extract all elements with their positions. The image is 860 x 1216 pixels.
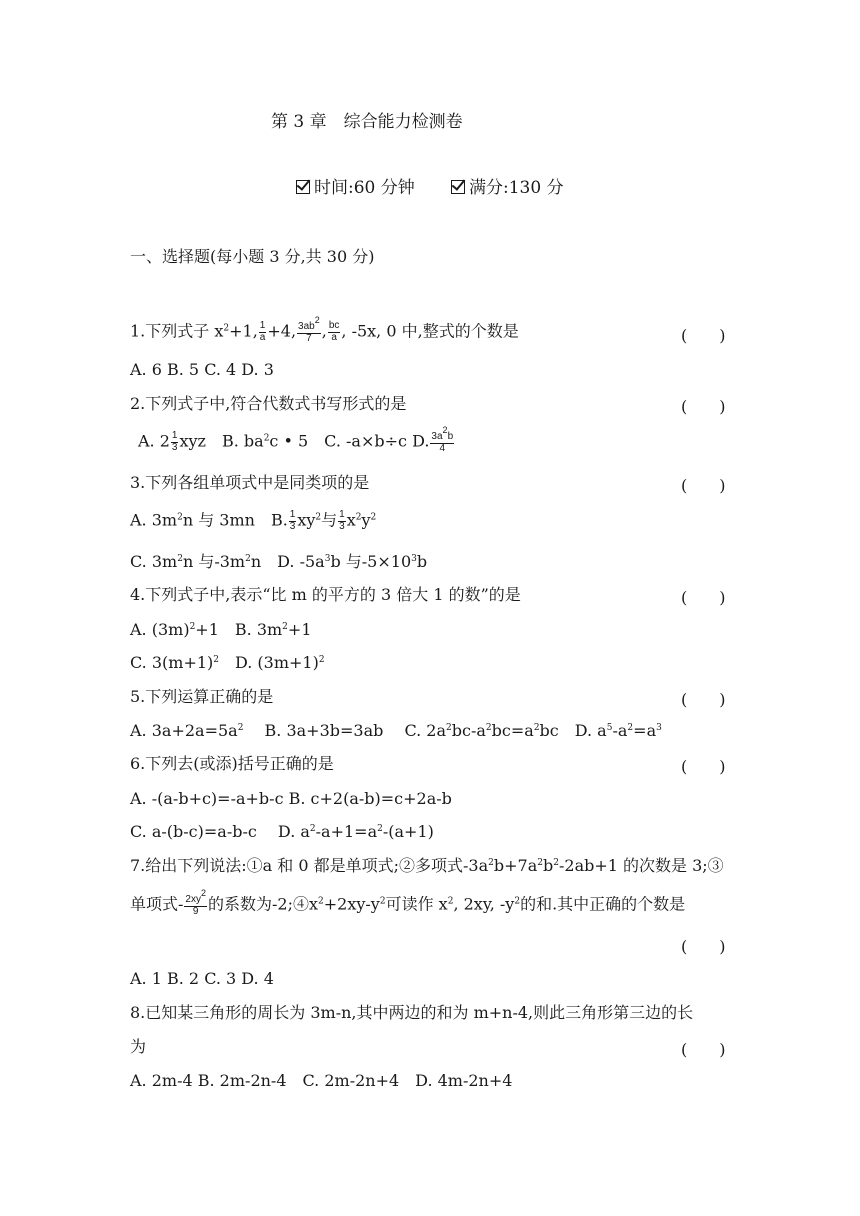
score-label: 满分:130 分 [469,178,564,198]
fraction: $\frac{2xy^2}{9}$ [185,888,206,917]
fraction: $\frac{3a^2b}{4}$ [431,425,454,454]
fraction: $\frac{3ab^2}{7}$ [298,315,320,344]
question-6-options-row-2: C. a-(b-c)=a-b-c D. $a^2-a+1=a^2-(a+1)$ [130,822,434,841]
question-8-line-2: 为 [130,1037,147,1056]
checkbox-icon [296,180,310,194]
question-6-options-row-1: A. -(a-b+c)=-a+b-c B. c+2(a-b)=c+2a-b [130,789,452,808]
question-5-stem: 5.下列运算正确的是 [130,687,274,706]
question-3-options-row-2: C. $3m^2n$ 与$-3m^2n$ D. $-5a^3b$ 与$-5\times 10^3b$ [130,552,428,571]
page-title: 第 3 章 综合能力检测卷 [271,112,463,132]
fraction: $\frac{1}{3}$ [289,509,296,532]
answer-bracket: ( ) [681,476,726,495]
question-2-options: A. 2 $\frac{1}{3}$ xyz B. $ba^2c$ • 5 C. -a×b÷c D. $\frac{3a^2b}{4}$ [138,425,454,454]
question-7-options: A. 1 B. 2 C. 3 D. 4 [130,969,274,988]
question-3-options-row-1: A. $3m^2n$ 与 3mn B. $\frac{1}{3}$ $xy^2$与 $\frac{1}{3}$ $x^2y^2$ [130,509,377,532]
answer-bracket: ( ) [681,757,726,776]
question-8-options: A. 2m-4 B. 2m-2n-4 C. 2m-2n+4 D. 4m-2n+4 [130,1071,513,1090]
question-1-options: A. 6 B. 5 C. 4 D. 3 [130,360,274,379]
fraction: $\frac{1}{3}$ [339,509,345,532]
fraction: $\frac{bc}{a}$ [328,320,340,343]
question-4-stem: 4.下列式子中,表示“比 m 的平方的 3 倍大 1 的数”的是 [130,585,521,604]
answer-bracket: ( ) [681,690,726,709]
question-6-stem: 6.下列去(或添)括号正确的是 [130,754,334,773]
question-4-options-row-1: A. $(3m)^2+1$ B. $3m^2+1$ [130,620,312,639]
time-info [296,178,415,198]
answer-bracket: ( ) [681,588,726,607]
question-4-options-row-2: C. $3(m+1)^2$ D. $(3m+1)^2$ [130,653,325,672]
time-label: 时间:60 分钟 [314,178,415,198]
checkbox-icon [451,180,465,194]
question-7-line-2: 单项式- $\frac{2xy^2}{9}$ 的系数为$-2;④x^2+2xy-y^2$可读作 $x^2$, 2xy, $-y^2$的和.其中正确的个数是 [130,888,686,917]
fraction: $\frac{1}{a}$ [259,320,266,343]
question-5-options: A. $3a+2a=5a^2$ B. 3a+3b=3ab C. $2a^2bc-a^2bc=a^2bc$ D. $a^5-a^2=a^3$ [130,721,662,740]
question-3-stem: 3.下列各组单项式中是同类项的是 [130,473,370,492]
fraction: $\frac{1}{3}$ [171,430,178,453]
score-info [451,178,564,198]
answer-bracket: ( ) [681,1040,726,1059]
question-8-line-1: 8.已知某三角形的周长为 3m-n,其中两边的和为 m+n-4,则此三角形第三边的长 [130,1003,694,1022]
answer-bracket: ( ) [681,326,726,345]
question-7-line-1: 7.给出下列说法:①a 和 0 都是单项式;②多项式$-3a^2b+7a^2b^2-2ab+1$ 的次数是 3;③ [130,856,724,875]
answer-bracket: ( ) [681,937,726,956]
question-1-stem: 1.下列式子 $x^2+1$, $\frac{1}{a}$ +4, $\frac{3ab^2}{7}$ , $\frac{bc}{a}$ , -5x, 0 中,整式的个数是 [130,315,519,344]
question-2-stem: 2.下列式子中,符合代数式书写形式的是 [130,394,407,413]
answer-bracket: ( ) [681,397,726,416]
section-heading: 一、选择题(每小题 3 分,共 30 分) [130,247,375,266]
